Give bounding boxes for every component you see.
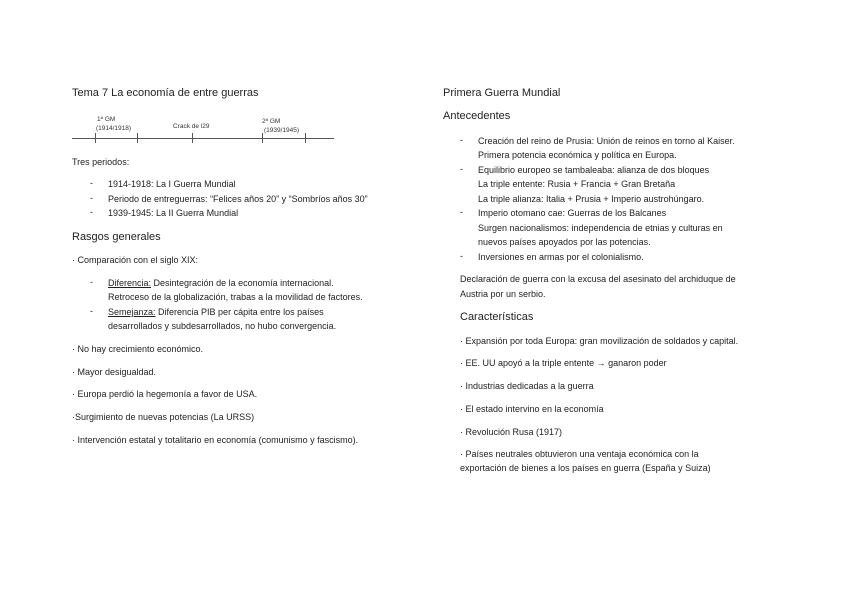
timeline-tick: [137, 133, 138, 143]
rasgo-item: ·Surgimiento de nuevas potencias (La URSS): [72, 412, 255, 422]
section-heading-rasgos: Rasgos generales: [72, 231, 161, 243]
antecedente-line: Imperio otomano cae: Guerras de los Balcanes: [478, 208, 667, 218]
list-bullet: -: [90, 277, 93, 287]
timeline-dates-gm2: (1939/1945): [264, 127, 300, 134]
rasgo-item: · Intervención estatal y totalitario en economía (comunismo y fascismo).: [72, 435, 359, 445]
caracteristica-item: · EE. UU apoyó a la triple entente → ganaron poder: [460, 358, 667, 368]
diferencia-text: Desintegración de la economía internacional.: [151, 278, 334, 288]
timeline-label-gm1: 1ª GM: [97, 116, 116, 123]
timeline-label-gm2: 2ª GM: [262, 118, 281, 125]
semejanza-item: [108, 306, 324, 319]
timeline-label-crack: Crack de l29: [173, 123, 210, 130]
semejanza-line2: desarrollados y subdesarrollados, no hubo convergencia.: [108, 321, 337, 331]
list-bullet: -: [460, 207, 463, 217]
timeline-dates-gm1: (1914/1918): [96, 125, 132, 132]
antecedente-line: Equilibrio europeo se tambaleaba: alianza de dos bloques: [478, 165, 710, 175]
list-bullet: -: [90, 193, 93, 203]
list-bullet: -: [90, 306, 93, 316]
timeline-axis: [72, 138, 334, 139]
diferencia-item: [108, 277, 334, 290]
antecedente-line: La triple entente: Rusia + Francia + Gran Bretaña: [478, 179, 676, 189]
comparacion-text: · Comparación con el siglo XIX:: [72, 255, 199, 265]
diferencia-label: Diferencia:: [108, 278, 152, 288]
semejanza-text: Diferencia PIB per cápita entre los países: [155, 307, 324, 317]
timeline-tick: [95, 133, 96, 143]
diferencia-line2: Retroceso de la globalización, trabas a la movilidad de factores.: [108, 292, 363, 302]
caracteristica-item: exportación de bienes a los países en guerra (España y Suiza): [460, 463, 711, 473]
periods-heading: Tres periodos:: [72, 157, 130, 167]
caracteristica-item: · Países neutrales obtuvieron una ventaja económica con la: [460, 449, 699, 459]
list-bullet: -: [460, 135, 463, 145]
antecedente-line: Creación del reino de Prusia: Unión de reinos en torno al Kaiser.: [478, 136, 735, 146]
timeline-tick: [305, 133, 306, 143]
antecedente-line: nuevos países apoyados por las potencias.: [478, 237, 651, 247]
section-heading-antecedentes: Antecedentes: [443, 110, 511, 122]
rasgo-item: · No hay crecimiento económico.: [72, 344, 204, 354]
rasgo-item: · Mayor desigualdad.: [72, 367, 157, 377]
list-bullet: -: [90, 207, 93, 217]
section-heading-caracteristicas: Características: [460, 311, 534, 323]
semejanza-label: Semejanza:: [108, 307, 156, 317]
caracteristica-item: · Expansión por toda Europa: gran movilización de soldados y capital.: [460, 336, 739, 346]
list-bullet: -: [90, 178, 93, 188]
caracteristica-item: · Industrias dedicadas a la guerra: [460, 381, 594, 391]
section-title-pgm: Primera Guerra Mundial: [443, 87, 561, 99]
list-bullet: -: [460, 251, 463, 261]
declaracion-line: Austria por un serbio.: [460, 289, 546, 299]
rasgo-item: · Europa perdió la hegemonía a favor de USA.: [72, 389, 258, 399]
caracteristica-item: · El estado intervino en la economía: [460, 404, 604, 414]
list-item: Periodo de entreguerras: “Felices años 20” y “Sombríos años 30”: [108, 194, 368, 204]
antecedente-line: Primera potencia económica y política en Europa.: [478, 150, 677, 160]
antecedente-line: Surgen nacionalismos: independencia de etnias y culturas en: [478, 223, 723, 233]
list-item: 1914-1918: La I Guerra Mundial: [108, 179, 236, 189]
timeline-tick: [192, 133, 193, 143]
antecedente-line: La triple alianza: Italia + Prusia + Imperio austrohúngaro.: [478, 194, 705, 204]
declaracion-line: Declaración de guerra con la excusa del asesinato del archiduque de: [460, 274, 736, 284]
timeline-tick: [262, 133, 263, 143]
page-title: Tema 7 La economía de entre guerras: [72, 87, 259, 99]
caracteristica-item: · Revolución Rusa (1917): [460, 427, 563, 437]
list-item: 1939-1945: La II Guerra Mundial: [108, 208, 239, 218]
antecedente-line: Inversiones en armas por el colonialismo.: [478, 252, 644, 262]
list-bullet: -: [460, 164, 463, 174]
